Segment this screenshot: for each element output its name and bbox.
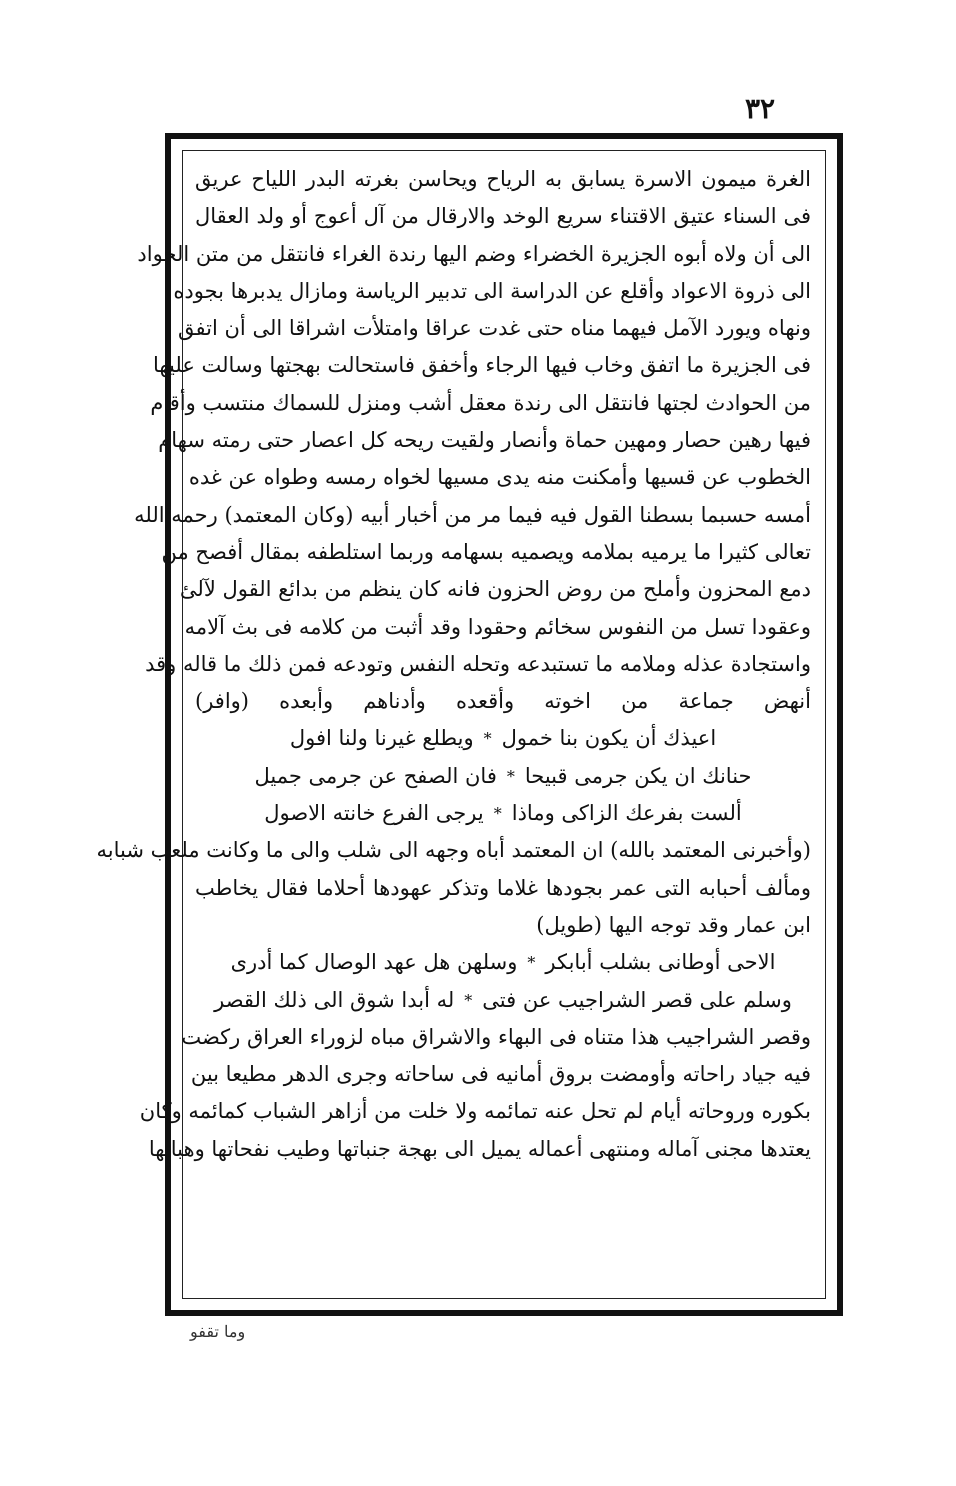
- text-line: الغرة ميمون الاسرة يسابق به الرياح ويحاسن بغرته البدر اللياح عريق: [195, 167, 811, 191]
- text-line: فى السناء عتيق الاقتناء سريع الوخد والارقال من آل أعوج أو ولد العقال: [195, 204, 811, 229]
- verse-hemistich-first: وسلم على قصر الشراجيب عن فتى: [482, 987, 792, 1012]
- text-line: ونهاه ويورد الآمل فيهما مناه حتى غدت عراقا وامتلأت اشراقا الى أن اتفق: [178, 316, 811, 341]
- text-line: يعتدها مجنى آماله ومنتهى أعماله يميل الى بهجة جنباتها وطيب نفحاتها وهباتها: [148, 1136, 811, 1161]
- text-line: دمع المحزون وأملح من روض الحزون فانه كان ينظم من بدائع القول لآلئ: [179, 577, 811, 602]
- text-line: وعقودا تسل من النفوس سخائم وحقودا وقد أثبت من كلامه فى بث آلامه: [184, 614, 811, 639]
- verse-hemistich-first: اعيذك أن يكون بنا خمول: [501, 726, 717, 751]
- verse-hemistich-second: فان الصفح عن جرمى جميل: [254, 763, 497, 788]
- text-line: الى ذروة الاعواد وأقلع عن الدراسة الى تدبير الرياسة ومازال يدبرها بجوده: [173, 278, 811, 303]
- verse-hemistich-first: الاحى أوطانى بشلب أبابكر: [545, 950, 776, 975]
- text-body: [96, 161, 811, 1168]
- text-line: فيها رهين حصار ومهين حماة وأنصار ولقيت ريحه كل اعصار حتى رمته سهام: [158, 428, 811, 453]
- text-line: بكوره وروحاته أيام لم تحل عنه تمائمه ولا خلت من أزاهر الشباب كمائمه وكان: [139, 1099, 811, 1124]
- verse-hemistich-first: ألست بفرعك الزاكى وماذا: [511, 801, 742, 826]
- verse-line: [195, 720, 811, 757]
- inner-border: [96, 150, 826, 1299]
- verse-separator-star: *: [493, 804, 502, 824]
- text-line: فيه جياد راحاته وأومضت بروق أمانيه فى ساحاته وجرى الدهر مطيعا بين: [190, 1062, 811, 1087]
- text-line: الى أن ولاه أبوه الجزيرة الخضراء وضم اليها رندة الغراء فانتقل من متن الجواد: [137, 241, 811, 266]
- verse-line: [195, 758, 811, 795]
- verse-hemistich-second: وسلهن هل عهد الوصال كما أدرى: [230, 950, 518, 975]
- text-line: أمسه حسبما بسطنا القول فيه فيما مر من أخبار أبيه (وكان المعتمد) رحمه الله: [134, 502, 811, 527]
- verse-line: [195, 982, 811, 1019]
- text-line: ابن عمار وقد توجه اليها (طويل): [536, 912, 811, 937]
- text-line: (وأخبرنى المعتمد بالله) ان المعتمد أباه وجهه الى شلب والى ما وكانت ملعب شبابه: [96, 838, 811, 863]
- text-line: فى الجزيرة ما اتفق وخاب فيها الرجاء وأخفق فاستحالت بهجتها وسالت عليها: [152, 353, 811, 378]
- text-line: أنهض جماعة من اخوته وأقعده وأدناهم وأبعده (وافر): [195, 689, 811, 714]
- verse-hemistich-second: ويطلع غيرنا ولنا افول: [289, 726, 474, 751]
- page-border-frame: [96, 133, 843, 1316]
- verse-separator-star: *: [506, 766, 515, 786]
- verse-line: [195, 944, 811, 981]
- text-line: من الحوادث لجتها فانتقل الى رندة معقل أشب ومنزل للسماك منتسب وأقام: [150, 390, 811, 415]
- text-line: الخطوب عن قسيها وأمكنت منه يدى مسيها لخواه رمسه وطواه عن غده: [188, 465, 811, 490]
- verse-hemistich-second: يرجى الفرع خانته الاصول: [264, 801, 484, 826]
- text-line: وقصر الشراجيب هذا متناه فى البهاء والاشراق مباه لزوراء العراق ركضت: [181, 1024, 811, 1049]
- catchword: وما تقفو: [190, 1322, 246, 1341]
- verse-line: [195, 795, 811, 832]
- verse-separator-star: *: [483, 729, 492, 749]
- verse-separator-star: *: [527, 953, 536, 973]
- text-line: واستجادة عذله وملامه ما تستبدعه وتحله النفس وتودعه فمن ذلك ما قاله وقد: [145, 651, 811, 676]
- verse-hemistich-second: له أبدا شوق الى ذلك القصر: [214, 987, 455, 1012]
- text-line: ومألف أحبابه التى عمر بجودها غلاما وتذكر عهودها أحلاما فقال يخاطب: [195, 875, 811, 900]
- verse-separator-star: *: [464, 990, 473, 1010]
- text-line: تعالى كثيرا ما يرميه بملامه ويصميه بسهامه وربما استلطفه بمقال أفصح من: [161, 539, 811, 564]
- page-number: ٣٢: [744, 92, 776, 125]
- verse-hemistich-first: حنانك ان يكن جرمى قبيحا: [524, 763, 752, 788]
